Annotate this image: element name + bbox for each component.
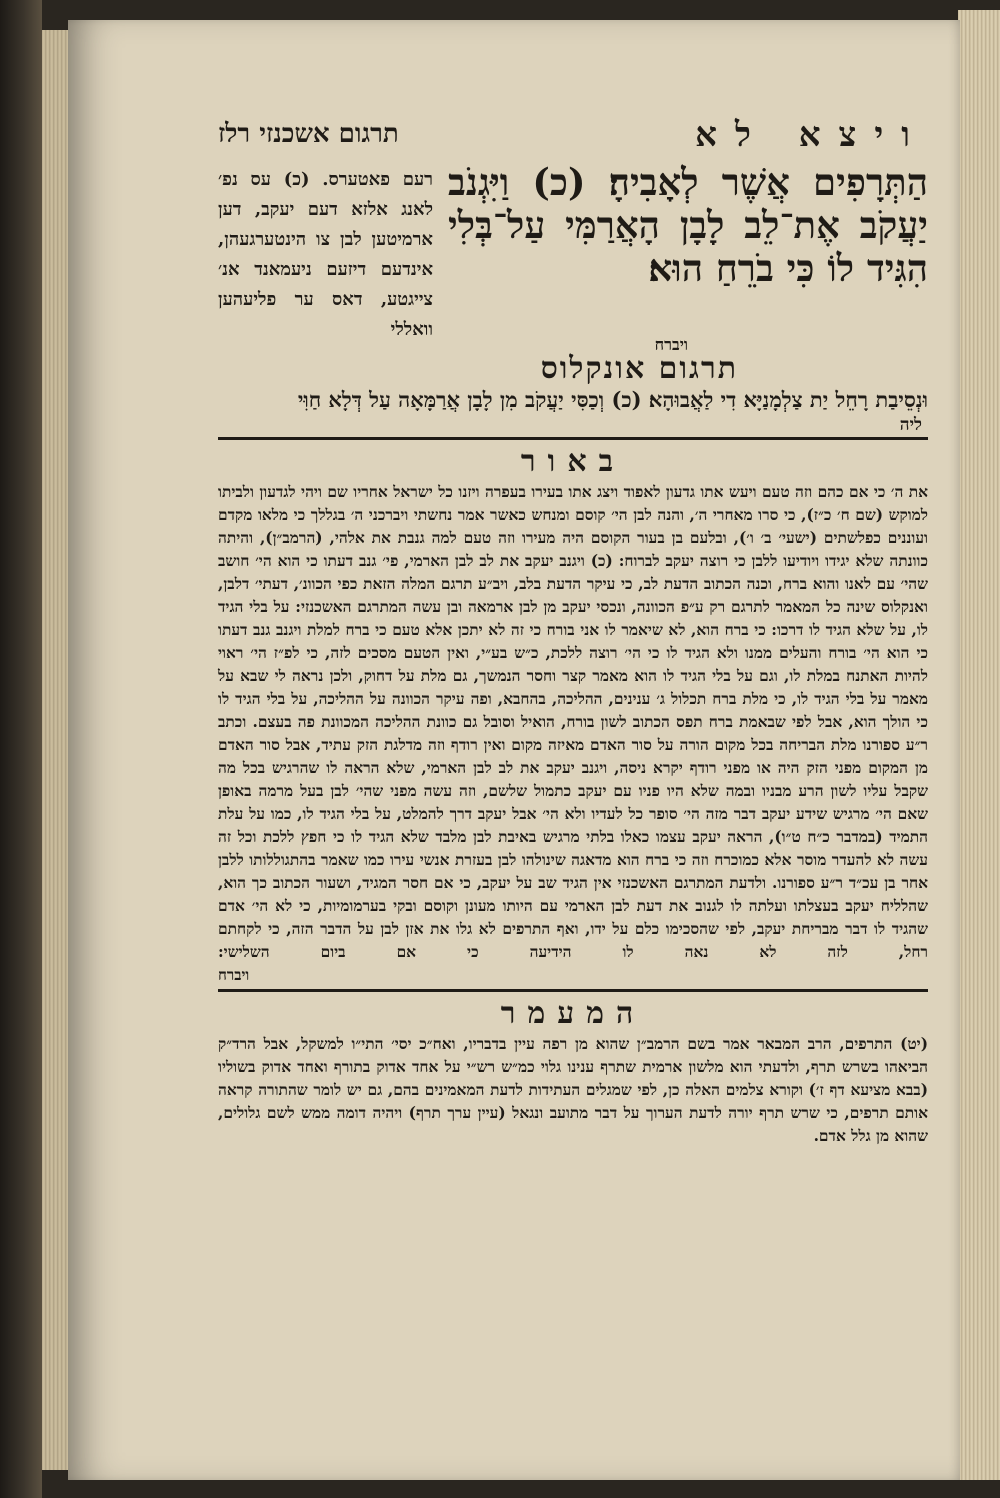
onkelos-text: וּנְסֵיבַת רָחֵל יַת צַלְמָנַיָּא דִי לַאֲבוּהָא׃ (כ) וְכַסִּי יַעֲקֹב מִן לָבָן אֲרַמָּאָה עַל דְּלָא חַוִּי: [297, 387, 928, 412]
top-right-background: [958, 0, 1000, 10]
page-content: [218, 115, 928, 1148]
verse-block: [218, 157, 928, 386]
meamar-commentary: (יט) התרפים, הרב המבאר אמר בשם הרמב״ן שהוא מן רפה עיין בדבריו, ואח״כ יסי׳ התי״ו למשקל, אבל הרד״ק הביאהו בשרש תרף, ולדעתי הוא מלשון ארמית שתרף ענינו גלוי כמ״ש רש״י על אחד אדוק בתורף ואחד אדוק בשוליו (בבא מציעא דף ז׳) וקורא צלמים האלה כן, לפי שמגלים העתידות לדעת המאמינים בהם, גם יש לומר שהתורה קראה אותם תרפים, כי שרש תרף יורה לדעת הערוך על דבר מתועב ונגאל (עיין ערך תרף) ויהיה דומה ממש לשם גלולים, שהוא מן גלל אדם.: [218, 1035, 928, 1145]
onkelos-title: תרגום אונקלוס: [540, 351, 738, 386]
biur-commentary: [218, 481, 928, 964]
book-spine: [0, 0, 42, 1498]
onkelos-catchword: ויברח: [654, 335, 688, 354]
meamar-title: המעמר: [500, 996, 646, 1031]
running-header: [218, 115, 928, 157]
divider: [218, 437, 928, 440]
biur-paragraph: את ה׳ כי אם כהם וזה טעם ויעש אתו גדעון לאפוד ויצג אתו בעירו בעפרה ויזנו כל ישראל אחריו שם ויהי לגדעון ולביתו למוקש (שם ח׳ כ״ז), כי סרו מאחרי ה׳, והנה לבן הי׳ קוסם ומנחש כאשר אמר נחשתי ויברכני ה׳ בגללך כי מלאו מקדם ועוננים כפלשתים (ישעי׳ ב׳ ו׳), ובלעם בן בעור הקוסם היה מעירו וזה טעם למה גנבת את אלהי, (הרמב״ן), והיתה כוונתה שלא יגידו ויודיעו ללבן כי רוצה יעקב לברוח: (כ) ויגנב יעקב את לב לבן הארמי, פי׳ גנב דעתו כי הוא הי׳ חושב שהי׳ עם לאנו והוא ברח, וכנה הכתוב הדעת לב, כי עיקר הדעת בלב, ויב״ע תרגם המלה הזאת כפי הכוונ׳, דעתי׳ דלבן, ואנקלוס שינה כל המאמר לתרגם רק ע״פ הכוונה, ונכסי יעקב מן לבן ארמאה ובן עשה המתרגם האשכנזי: על בלי הגיד לו, על שלא הגיד לו דרכו: כי ברח הוא, לא שיאמר לו אני בורח כי זה לא יתכן אלא טעם כי ברח למלת ויגנב גנב דעתו כי הוא הי׳ בורח והעלים ממנו ולא הגיד לו כי הי׳ רוצה ללכת, כ״ש בע״י, ואין הטעם מסכים לזה, כי לפ״ז הי׳ ראוי להיות האתנח במלת לו, וגם על בלי הגיד לו הוא מאמר קצר וחסר הנמשך, גם מלת על דחוק, ולכן נראה לי שבא על מאמר על בלי הגיד לו, כי מלת ברח תכלול ג׳ ענינים, ההליכה, בהחבא, ופה עיקר הכוונה על ההליכה, על בלי הגיד לו כי הולך הוא, אבל לפי שבאמת ברח תפס הכתוב לשון בורח, הואיל וסובל גם כוונת ההליכה המכוונת פה בעצם. וכתב ר״ע ספורנו מלת הבריחה בכל מקום הורה על סור האדם מאיזה מקום ואין רודף וזה מדלגת הזק עתיד, אבל סור האדם מן המקום מפני הזק היה או מפני רודף יקרא ניסה, ויגנב יעקב את לב לבן הארמי, שלא הראה לו שהרגיש בכל מה שקבל עליו לשון הרע מבניו ובמה שלא היו פניו עם יעקב כתמול שלשם, וזה עשה מפני שהי׳ לבן בעל מרמה באופן שאם הי׳ מרגיש שידע יעקב דבר מזה הי׳ סופר כל לעדיו ולא הי׳ אבל יעקב דרך להמלט, על בלי הגיד לו, כמו על עלת התמיד (במדבר כ״ח ט״ו), הראה יעקב עצמו כאלו בלתי מרגיש באיבת לבן מלבד שלא הגיד לו כי חפץ ללכת וכל זה עשה לא להעדר מוסר אלא כמוכרח וזה כי ברח הוא מדאגה שינולהו לבן בעזרת אנשי עירו כמו שאמר בהתגוללותו ללבן אחר בן עכ״ד ר״ע ספורנו. ולדעת המתרגם האשכנזי אין הגיד שב על יעקב, כי אם חסר המגיד, ושעור הכתוב כך הוא, שהלליח יעקב בעצלתו ועלתה לו לגנוב את דעת לבן הארמי עם היותו מעונן וקוסם ובקי בערמומיות, כי לא הי׳ אדם שהגיד לו דבר מבריחת יעקב, לפי שהסכימו כלם על ידו, ואף התרפים לא גלו את אזן לבן על הדבר הזה, כי לקחתם רחל, לזה לא נאה לו הידיעה כי אם ביום השלישי:: [218, 483, 928, 961]
biur-title: באור: [520, 444, 626, 479]
book-page: [68, 20, 960, 1480]
page-edges-right: [958, 10, 1000, 1480]
page-edges-left: [42, 30, 70, 1470]
divider: [218, 989, 928, 992]
running-title: ויצא לא: [695, 115, 928, 155]
verse-text: הַתְּרָפִים אֲשֶׁר לְאָבִיהָ׃ (כ) וַיִּגְנֹב יַעֲקֹב אֶת־לֵב לָבָן הָאֲרַמִּי עַל־בְּלִי הִגִּיד לוֹ כִּי בֹרֵחַ הוּא׃: [448, 160, 928, 290]
german-translation: רעם פאטערס. (כ) עס נפ׳ לאנג אלזא דעם יעקב, דען ארמיטען לבן צו הינטערגעהן, אינדעם דיזעם ניעמאנד אנ׳ צייגטע, דאס ער פליעהען וואללי: [218, 169, 433, 340]
translation-title: תרגום אשכנזי רלז: [218, 119, 399, 149]
onkelos-continuation: ליה: [899, 415, 922, 435]
biur-catchword: ויברח: [218, 966, 250, 984]
